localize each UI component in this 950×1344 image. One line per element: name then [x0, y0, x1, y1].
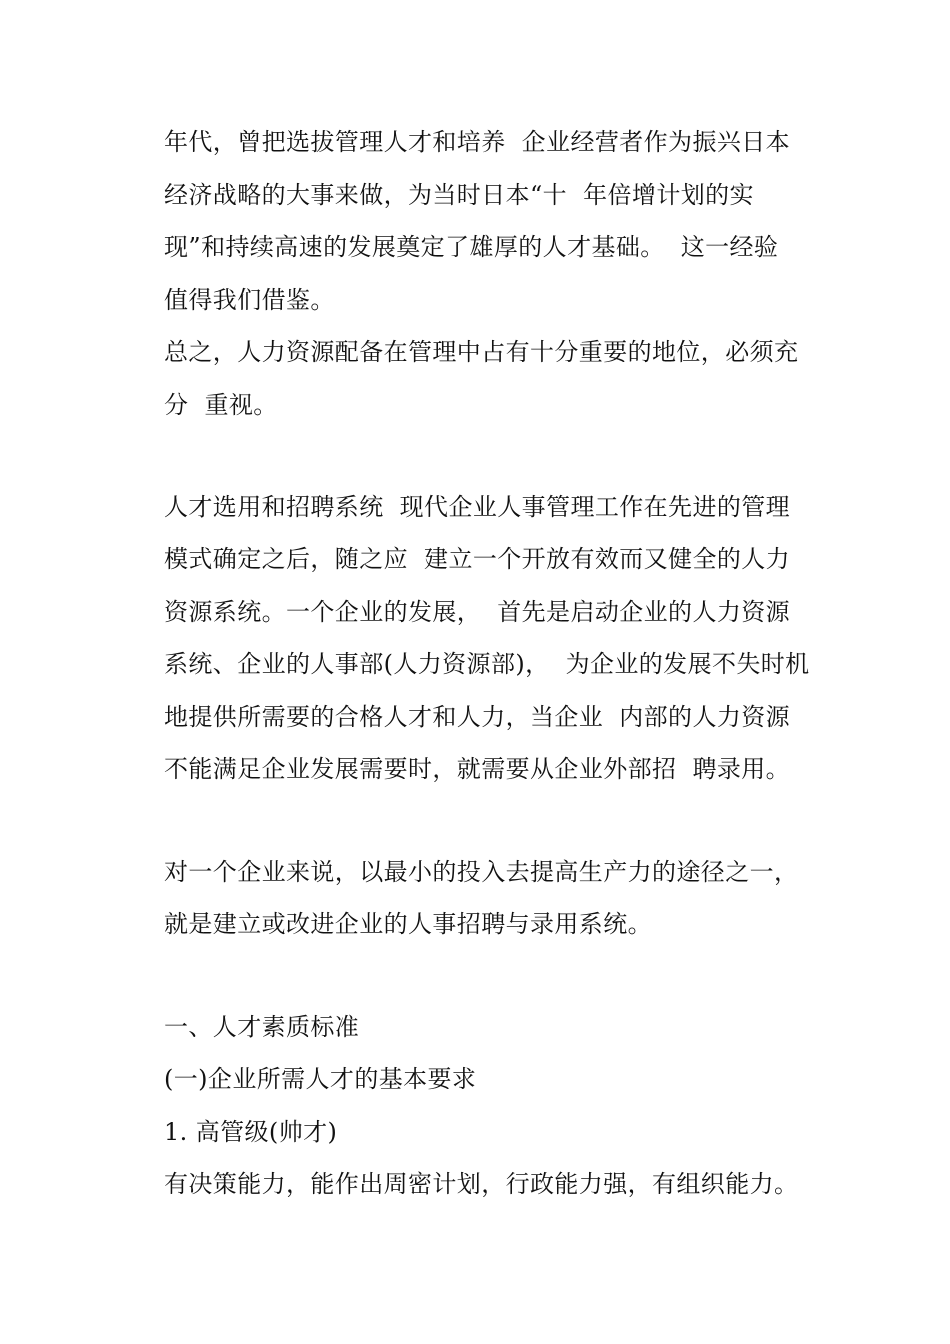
- body-text-line: 资源系统。一个企业的发展， 首先是启动企业的人力资源: [164, 598, 791, 626]
- body-text-line: 人才选用和招聘系统 现代企业人事管理工作在先进的管理: [164, 493, 791, 521]
- section-heading: 一、人才素质标准: [164, 1013, 360, 1041]
- body-text-line: 地提供所需要的合格人才和人力，当企业 内部的人力资源: [164, 703, 791, 731]
- body-text-line: 年代，曾把选拔管理人才和培养 企业经营者作为振兴日本: [164, 128, 791, 156]
- body-text-line: 对一个企业来说，以最小的投入去提高生产力的途径之一，: [164, 858, 799, 886]
- body-text-line: 不能满足企业发展需要时，就需要从企业外部招 聘录用。: [164, 755, 791, 783]
- body-text-line: 分 重视。: [164, 391, 278, 419]
- body-text-line: 系统、企业的人事部(人力资源部)， 为企业的发展不失时机: [164, 650, 810, 678]
- body-text-line: 模式确定之后，随之应 建立一个开放有效而又健全的人力: [164, 545, 791, 573]
- body-text-line: 现”和持续高速的发展奠定了雄厚的人才基础。 这一经验: [164, 233, 779, 261]
- body-text-line: 总之，人力资源配备在管理中占有十分重要的地位，必须充: [164, 338, 799, 366]
- section-subheading: (一)企业所需人才的基本要求: [164, 1065, 477, 1093]
- body-text-line: 经济战略的大事来做，为当时日本“十 年倍增计划的实: [164, 181, 754, 209]
- item-text: 有决策能力，能作出周密计划，行政能力强，有组织能力。: [164, 1170, 799, 1198]
- item-title: 1. 高管级(帅才): [164, 1118, 338, 1146]
- body-text-line: 值得我们借鉴。: [164, 286, 335, 314]
- body-text-line: 就是建立或改进企业的人事招聘与录用系统。: [164, 910, 652, 938]
